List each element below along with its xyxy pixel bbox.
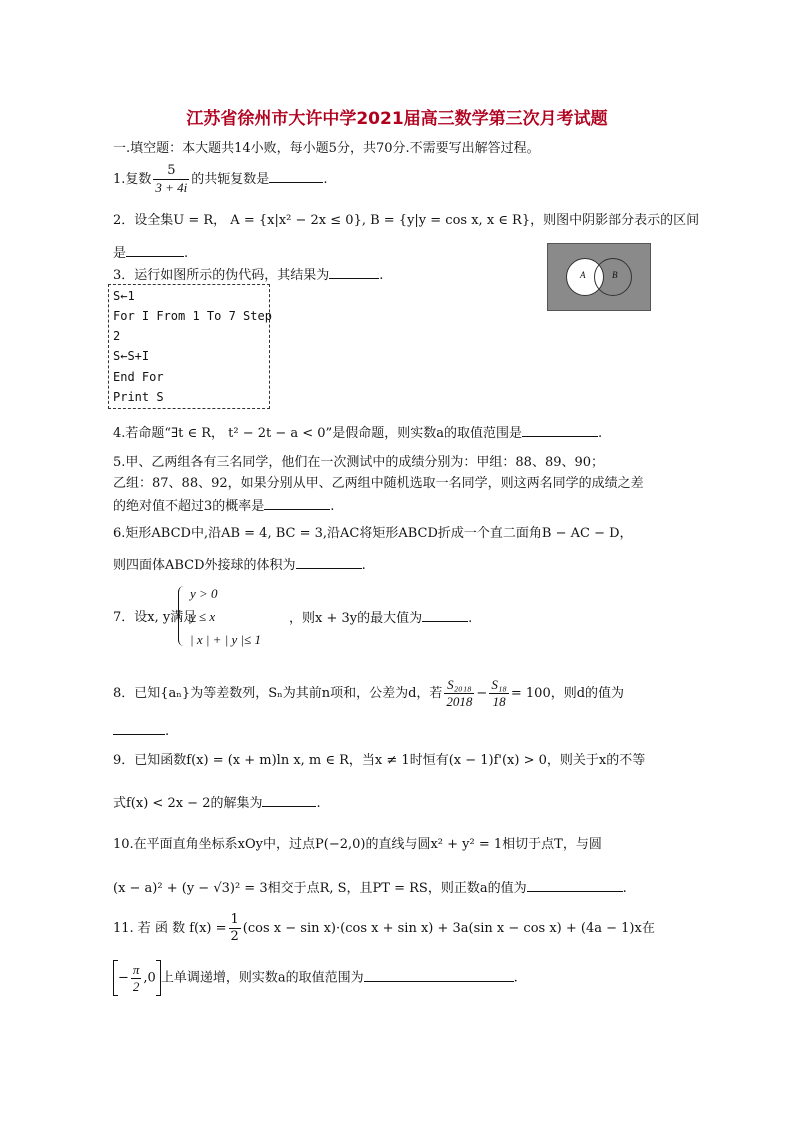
question-5-line3: 的绝对值不超过3的概率是 .	[113, 499, 335, 514]
answer-blank	[296, 556, 362, 569]
question-7-prefix: 7．设x, y满足	[113, 610, 197, 625]
question-10-line2: (x − a)² + (y − √3)² = 3相交于点R, S，且PT = RS，则正数a的值为 .	[113, 881, 627, 896]
constraint-3: | x | + | y |≤ 1	[190, 632, 261, 647]
code-line: For I From 1 To 7 Step	[113, 309, 272, 323]
question-5-line1: 5.甲、乙两组各有三名同学，他们在一次测试中的成绩分别为：甲组：88、89、90；	[113, 455, 605, 470]
question-9-line2: 式f(x) < 2x − 2的解集为 .	[113, 796, 321, 811]
answer-blank	[422, 609, 468, 622]
fraction: $\frac{\text{S₂₀₁₈}}{2018}$	[446, 677, 473, 709]
question-11-line1: 11. 若 函 数 f(x) = $\frac{1}{2}$ (cos x − sin x)·(cos x + sin x) + 3a(sin x − cos x) + (4a − 1)x在	[113, 912, 655, 944]
fraction: $\frac{\text{S₁₈}}{18}$	[491, 677, 507, 709]
answer-blank	[522, 424, 598, 437]
section-header: 一.填空题：本大题共14小败，每小题5分，共70分.不需要写出解答过程。	[113, 141, 540, 156]
answer-blank	[269, 170, 323, 183]
code-line: Print S	[113, 390, 164, 404]
set-b-label: B	[612, 270, 618, 280]
question-6-line1: 6.矩形ABCD中,沿AB = 4, BC = 3,沿AC将矩形ABCD折成一个直二面角B − AC − D，	[113, 526, 633, 541]
venn-diagram	[547, 243, 651, 311]
constraint-2: y ≤ x	[190, 609, 216, 624]
question-8-line2: .	[113, 722, 169, 741]
answer-blank	[262, 794, 316, 807]
fraction: $\frac{1}{2}$	[230, 912, 239, 944]
pseudocode-box	[108, 284, 270, 409]
question-8: 8．已知{aₙ}为等差数列，Sₙ为其前n项和，公差为d，若 $\frac{\text{S₂₀₁₈}}{2018}$ − $\frac{\text{S₁₈}}{18}$ = 100，则d的值为	[113, 677, 625, 709]
question-2-line1: 2．设全集U = R， A = {x|x² − 2x ≤ 0}, B = {y|y = cos x, x ∈ R}，则图中阴影部分表示的区间	[113, 213, 700, 228]
question-7-suffix: ，则x + 3y的最大值为 .	[289, 611, 473, 626]
code-line: 2	[113, 329, 121, 343]
answer-blank	[364, 969, 514, 982]
question-5-line2: 乙组：87、88、92，如果分别从甲、乙两组中随机选取一名同学，则这两名同学的成绩之差	[113, 476, 644, 491]
fraction: $\frac{5}{3 + 4i}$	[155, 163, 188, 195]
code-line: End For	[113, 370, 164, 384]
answer-blank	[126, 244, 184, 257]
answer-blank	[113, 722, 165, 735]
question-1: 1.复数 $\frac{5}{3 + 4i}$ 的共轭复数是 .	[113, 163, 328, 195]
code-line: S←1	[113, 289, 135, 303]
page-title: 江苏省徐州市大许中学2021届高三数学第三次月考试题	[186, 109, 608, 129]
answer-blank	[527, 879, 623, 892]
question-6-line2: 则四面体ABCD外接球的体积为 .	[113, 558, 366, 573]
question-2-line2: 是 .	[113, 246, 189, 261]
code-line: S←S+I	[113, 349, 150, 363]
question-4: 4.若命题“∃t ∈ R， t² − 2t − a < 0”是假命题，则实数a的取值范围是 .	[113, 426, 603, 441]
question-9-line1: 9．已知函数f(x) = (x + m)ln x, m ∈ R，当x ≠ 1时恒有(x − 1)f'(x) > 0，则关于x的不等	[113, 753, 646, 768]
fraction: $\frac{\pi}{2}$	[132, 961, 140, 994]
answer-blank	[329, 266, 379, 279]
question-11-line2: − $\frac{\pi}{2}$ ,0 上单调递增，则实数a的取值范围为 .	[113, 960, 518, 996]
question-10-line1: 10.在平面直角坐标系xOy中，过点P(−2,0)的直线与圆x² + y² = 1相切于点T，与圆	[113, 837, 602, 852]
constraint-1: y > 0	[190, 586, 218, 601]
set-a-label: A	[580, 270, 586, 280]
brace	[178, 586, 187, 646]
answer-blank	[264, 497, 330, 510]
question-3: 3．运行如图所示的伪代码，其结果为 .	[113, 268, 384, 283]
